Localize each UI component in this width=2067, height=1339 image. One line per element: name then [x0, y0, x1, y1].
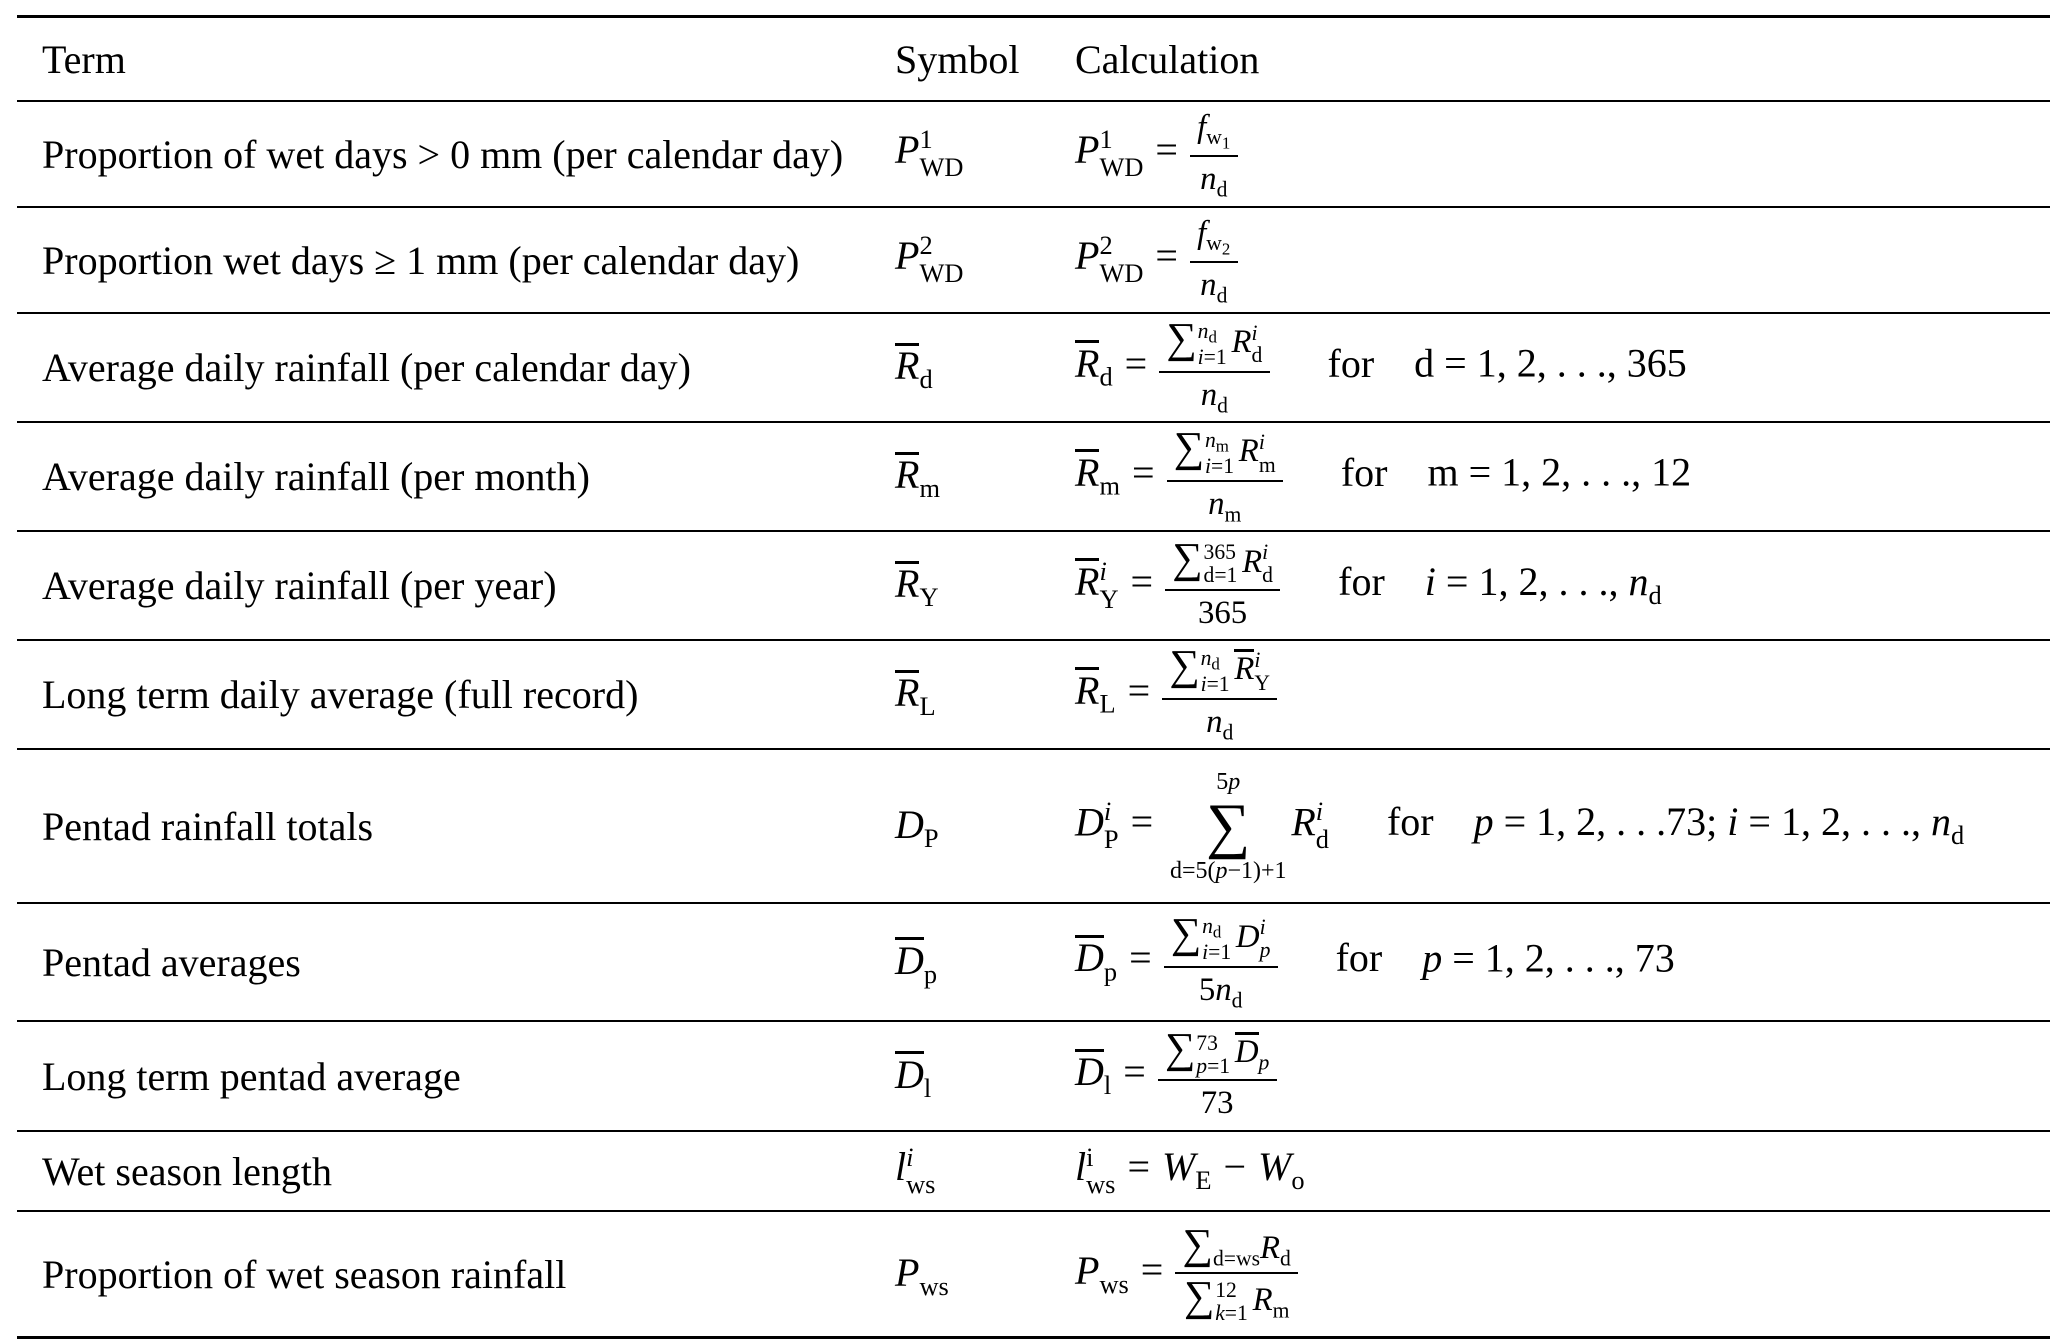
- symbol-cell: $P_{ws}$: [895, 1250, 949, 1301]
- symbol-cell: $D_P$: [895, 802, 939, 853]
- calculation-cell: $R_m$ = ∑ $n_m$ i=1 R i m $n_m$ for m = 1, 2, . . ., 12: [1075, 424, 1692, 527]
- term-cell: Pentad averages: [42, 939, 301, 985]
- table-row: [17, 423, 2050, 532]
- calculation-cell: $R_L$ = ∑ $n_d$ i=1 R i Y $n_d$: [1075, 645, 2050, 744]
- calculation-cell: $R_d$ = ∑ $n_d$ i=1 R i d $n_d$ for d = 1, 2, . . ., 365: [1075, 315, 1687, 418]
- calculation-cell: $P_{ws}$ = $\sum_{d=ws}R_d$ ∑ 12 k=1 $R_m$: [1075, 1224, 2050, 1325]
- calculation-cell: $D_l$ = ∑ 73 p=1 $D_p$ 73: [1075, 1028, 2050, 1124]
- table-row: [17, 904, 2050, 1022]
- symbol-cell: $R_d$: [895, 343, 933, 395]
- col-header-term: Term: [42, 36, 126, 82]
- table-row: [17, 208, 2050, 314]
- calculation-cell: P 2 WD = $\frac{f_{w_2}}{n_d}$: [1075, 213, 2050, 307]
- calculation-cell: l i ws = $W_E - W_o$: [1075, 1141, 1305, 1200]
- term-cell: Proportion of wet days > 0 mm (per calendar day): [42, 131, 844, 177]
- table-row: [17, 314, 2050, 423]
- term-cell: Average daily rainfall (per calendar day): [42, 345, 691, 391]
- calculation-cell: $D_p$ = ∑ $n_d$ i=1 D i p $5n_d$ for p = 1, 2, . . ., 73: [1075, 909, 1675, 1013]
- term-cell: Proportion of wet season rainfall: [42, 1251, 567, 1297]
- symbol-cell: $R_L$: [895, 670, 936, 722]
- table-row: [17, 1022, 2050, 1132]
- header-row: [17, 18, 2050, 102]
- term-cell: Average daily rainfall (per year): [42, 563, 557, 609]
- table-row: [17, 750, 2050, 904]
- table-row: [17, 641, 2050, 750]
- symbol-cell: $R_m$: [895, 452, 940, 504]
- term-cell: Wet season length: [42, 1148, 333, 1194]
- col-header-symbol: Symbol: [895, 36, 1020, 82]
- symbol-cell: P 2 WD: [895, 230, 964, 289]
- table-row: [17, 532, 2050, 641]
- calculation-cell: R i Y = ∑ 365 d=1 R i d 365 for i = 1, 2, . . ., $n_d$: [1075, 534, 1662, 631]
- table-row: [17, 1132, 2050, 1212]
- symbol-cell: $R_Y$: [895, 561, 939, 613]
- calculation-cell: P 1 WD = $\frac{f_{w_1}}{n_d}$: [1075, 107, 2050, 201]
- col-header-calculation: Calculation: [1075, 36, 1260, 82]
- table-row: [17, 102, 2050, 208]
- symbol-cell: $D_p$: [895, 938, 938, 989]
- symbol-cell: l i ws: [895, 1141, 936, 1200]
- calculation-cell: D i P = 5p ∑ d=5(p−1)+1 R i d for p = 1, 2, . . .73; i = 1, 2, . . ., $n_d$: [1075, 768, 1965, 884]
- term-cell: Pentad rainfall totals: [42, 803, 374, 849]
- symbol-cell: P 1 WD: [895, 124, 964, 183]
- term-cell: Long term daily average (full record): [42, 672, 639, 718]
- term-cell: Proportion wet days ≥ 1 mm (per calendar day): [42, 237, 800, 283]
- symbol-cell: $D_l$: [895, 1052, 932, 1103]
- table-row: [17, 1212, 2050, 1336]
- term-cell: Long term pentad average: [42, 1053, 461, 1099]
- term-cell: Average daily rainfall (per month): [42, 454, 590, 500]
- definitions-table: [17, 15, 2050, 1339]
